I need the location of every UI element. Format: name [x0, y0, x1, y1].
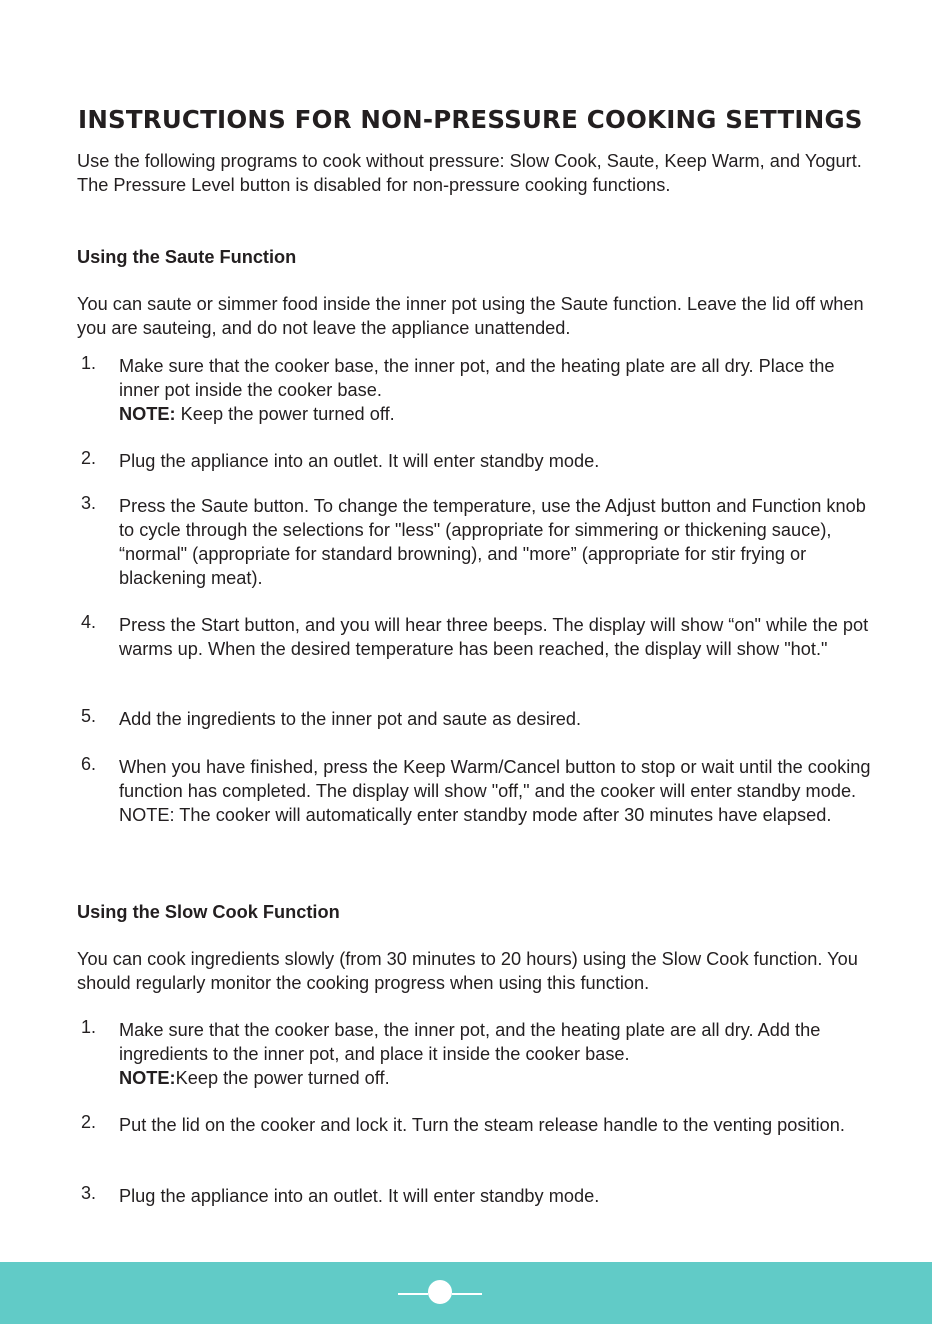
step-number: 6.: [81, 754, 97, 774]
saute-intro: You can saute or simmer food inside the inner pot using the Saute function. Leave the lid off when you are sauteing, and do not leave the appliance unattended.: [77, 294, 864, 338]
step-note: [119, 1066, 879, 1090]
intro-paragraph: Use the following programs to cook without pressure: Slow Cook, Saute, Keep Warm, and Yogurt. The Pressure Level button is disabled for non-pressure cooking functions.: [77, 151, 862, 195]
step-text: Press the Start button, and you will hear three beeps. The display will show “on" while the pot warms up. When the desired temperature has been reached, the display will show "hot.": [119, 615, 869, 659]
step-number: 2.: [81, 448, 97, 468]
step-number: 3.: [81, 1183, 97, 1203]
page-title: INSTRUCTIONS FOR NON-PRESSURE COOKING SETTINGS: [78, 105, 863, 134]
step-body: Make sure that the cooker base, the inner pot, and the heating plate are all dry. Place the inner pot inside the cooker base.: [119, 356, 835, 400]
step-number: 5.: [81, 706, 97, 726]
step-body: Make sure that the cooker base, the inner pot, and the heating plate are all dry. Add the ingredients to the inner pot, and place it inside the cooker base.: [119, 1020, 821, 1064]
step-text: [119, 755, 879, 827]
slow-cook-heading: Using the Slow Cook Function: [77, 902, 340, 922]
step-note: NOTE: The cooker will automatically enter standby mode after 30 minutes have elapsed.: [119, 805, 832, 825]
step-text: Press the Saute button. To change the temperature, use the Adjust button and Function knob to cycle through the selections for "less" (appropriate for simmering or thickening sauce), “normal" (appropriate for standard browning), and "more” (appropriate for stir frying or blackening meat).: [119, 496, 866, 588]
page-marker-circle: [428, 1280, 452, 1304]
step-text: Plug the appliance into an outlet. It will enter standby mode.: [119, 451, 600, 471]
step-number: 4.: [81, 612, 97, 632]
footer-divider-right: [452, 1293, 482, 1295]
saute-heading: Using the Saute Function: [77, 247, 297, 267]
step-text: Plug the appliance into an outlet. It will enter standby mode.: [119, 1186, 600, 1206]
step-number: 1.: [81, 1017, 97, 1037]
step-text: [119, 1018, 879, 1090]
step-text: [119, 354, 879, 426]
step-number: 2.: [81, 1112, 97, 1132]
step-note: [119, 402, 879, 426]
step-number: 3.: [81, 493, 97, 513]
step-text: Put the lid on the cooker and lock it. Turn the steam release handle to the venting position.: [119, 1115, 845, 1135]
footer-divider-left: [398, 1293, 428, 1295]
slow-cook-intro: You can cook ingredients slowly (from 30 minutes to 20 hours) using the Slow Cook function. You should regularly monitor the cooking progress when using this function.: [77, 949, 858, 993]
note-text: Keep the power turned off.: [175, 1068, 390, 1088]
step-number: 1.: [81, 353, 97, 373]
note-label: NOTE:: [119, 1068, 176, 1088]
note-label: NOTE:: [119, 404, 176, 424]
note-text: Keep the power turned off.: [175, 404, 395, 424]
step-body: When you have finished, press the Keep Warm/Cancel button to stop or wait until the cooking function has completed. The display will show "off," and the cooker will enter standby mode.: [119, 757, 871, 801]
step-text: Add the ingredients to the inner pot and saute as desired.: [119, 709, 582, 729]
